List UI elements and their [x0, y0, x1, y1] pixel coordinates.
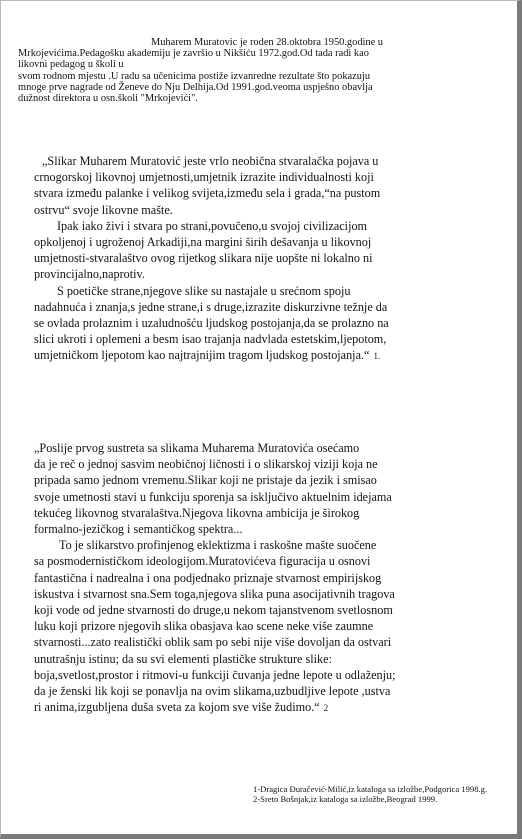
quote-line: fantastična i nadrealna i ona podjednako priznaje stvarnost empirijskog: [34, 570, 382, 585]
quote-line: nadahnuća i znanja,s jedne strane,i s druge,izrazite diskurzivne težnje da: [34, 299, 388, 314]
quote-line: iskustva i stvarnost sna.Sem toga,njegova slika puna asocijativnih tragova: [34, 586, 395, 601]
quote-line: slici ukroti i oplemeni a besm isao trajanja nadvlada estetskim,ljepotom,: [34, 332, 387, 347]
bio-line: Muharem Muratovic je roden 28.oktobra 1950.godine u: [151, 37, 384, 48]
quote-line: stvarnosti...zato realistički oblik sam po sebi nije više dovoljan da ostvari: [34, 635, 392, 650]
critic-quote-2: [34, 440, 522, 716]
critic-quote-1: [34, 153, 522, 365]
bio-line: svom rodnom mjestu .U radu sa učenicima postiže izvanredne rezultate što pokazuju: [18, 70, 371, 82]
quote-paragraph: [34, 218, 522, 283]
quote-line: formalno-jezičkog i semantičkog spektra...: [34, 522, 243, 537]
quote-line: umjetnosti-stvaralaštvo ovog rijetkog slikara nije uopšte ni lokalno ni: [34, 251, 373, 266]
quote-paragraph: [34, 440, 522, 537]
quote-paragraph: [34, 283, 522, 365]
quote-line: „Poslije prvog sustreta sa slikama Muharema Muratovića osećamo: [34, 441, 360, 455]
footnote: 2-Sreto Bošnjak,iz kataloga sa izložbe,Beograd 1999.: [253, 794, 438, 805]
quote-paragraph: [34, 153, 522, 218]
quote-line: umjetničkom ljepotom kao najtrajnijim tragom ljudskog postojanja.“: [34, 348, 370, 363]
quote-line: crnogorskoj likovnoj umjetnosti,umjetnik izrazite individualnosti koji: [34, 170, 374, 185]
quote-line: se ovlada prolaznim i uzaludnošću ljudskog postojanja,da se prolazno na: [34, 316, 389, 331]
quote-line: koji vode od jedne stvarnosti do druge,u nekom tajanstvenom svetlosnom: [34, 603, 393, 618]
footnote-ref: 2: [323, 703, 329, 714]
quote-line: provincijalno,naprotiv.: [34, 267, 145, 282]
quote-line: da je reč o jednoj sasvim neobičnoj ličnosti i o slikarskoj viziji koja ne: [34, 457, 378, 472]
bio-line: mnoge prve nagrade od Ženeve do Nju Delhija.Od 1991.god.veoma uspješno obavlja: [18, 81, 373, 93]
quote-line: svoje umetnosti stavi u funkciju sporenja sa isključivo aktuelnim idejama: [34, 489, 392, 504]
quote-line: boja,svetlost,prostor i ritmovi-u funkciji čuvanja jedne lepote u odlaženju;: [34, 667, 396, 682]
quote-line: S poetičke strane,njegove slike su nastajale u srećnom spoju: [57, 283, 351, 298]
footnote: 1-Dragica Đuračević-Milić,iz kataloga sa izložbe,Podgorica 1998.g.: [253, 784, 488, 794]
quote-line: opkoljenoj i ugroženoj Arkadiji,na margini širih dešavanja u likovnoj: [34, 235, 372, 250]
footnotes: [253, 784, 515, 805]
bio-line: Mrkojevićima.Pedagošku akademiju je završio u Nikšiću 1972.god.Od tada radi kao: [18, 48, 369, 60]
bio-line: likovni pedagog u školi u: [18, 59, 124, 71]
quote-line: ri anima,izgubljena duša sveta za kojom sve više žudimo.“: [34, 700, 320, 715]
quote-line: luku koji prizore njegovih slika obasjava kao scene neke više zaumne: [34, 619, 374, 634]
footnote-ref: 1.: [373, 351, 381, 362]
quote-line: To je slikarstvo profinjenog eklektizma i raskošne mašte suočene: [59, 538, 377, 553]
quote-line: unutrašnju istinu; da su svi elementi plastičke strukture slike:: [34, 651, 332, 666]
quote-line: pripada samo jednom vremenu.Slikar koji ne pristaje da jezik i smisao: [34, 473, 377, 488]
biography-block: [18, 37, 508, 104]
bio-line: dužnost direktora u osn.školi "Mrkojevići".: [18, 93, 198, 105]
quote-line: „Slikar Muharem Muratović jeste vrlo neobična stvaralačka pojava u: [42, 154, 379, 168]
quote-line: sa posmodernističkom ideologijom.Muratovićeva figuracija u osnovi: [34, 554, 371, 569]
quote-paragraph: [34, 537, 522, 716]
quote-line: Ipak iako živi i stvara po strani,povučeno,u svojoj civilizacijom: [57, 218, 368, 233]
quote-line: da je ženski lik koji se ponavlja na ovim slikama,uzbudljive lepote ,ustva: [34, 684, 391, 699]
quote-line: tekućeg likovnog stvaralaštva.Njegova likovna ambicija je širokog: [34, 505, 360, 520]
quote-line: stvara između palanke i velikog svijeta,između sela i grada,“na pustom: [34, 186, 381, 201]
quote-line: ostrvu“ svoje likovne mašte.: [34, 202, 173, 217]
